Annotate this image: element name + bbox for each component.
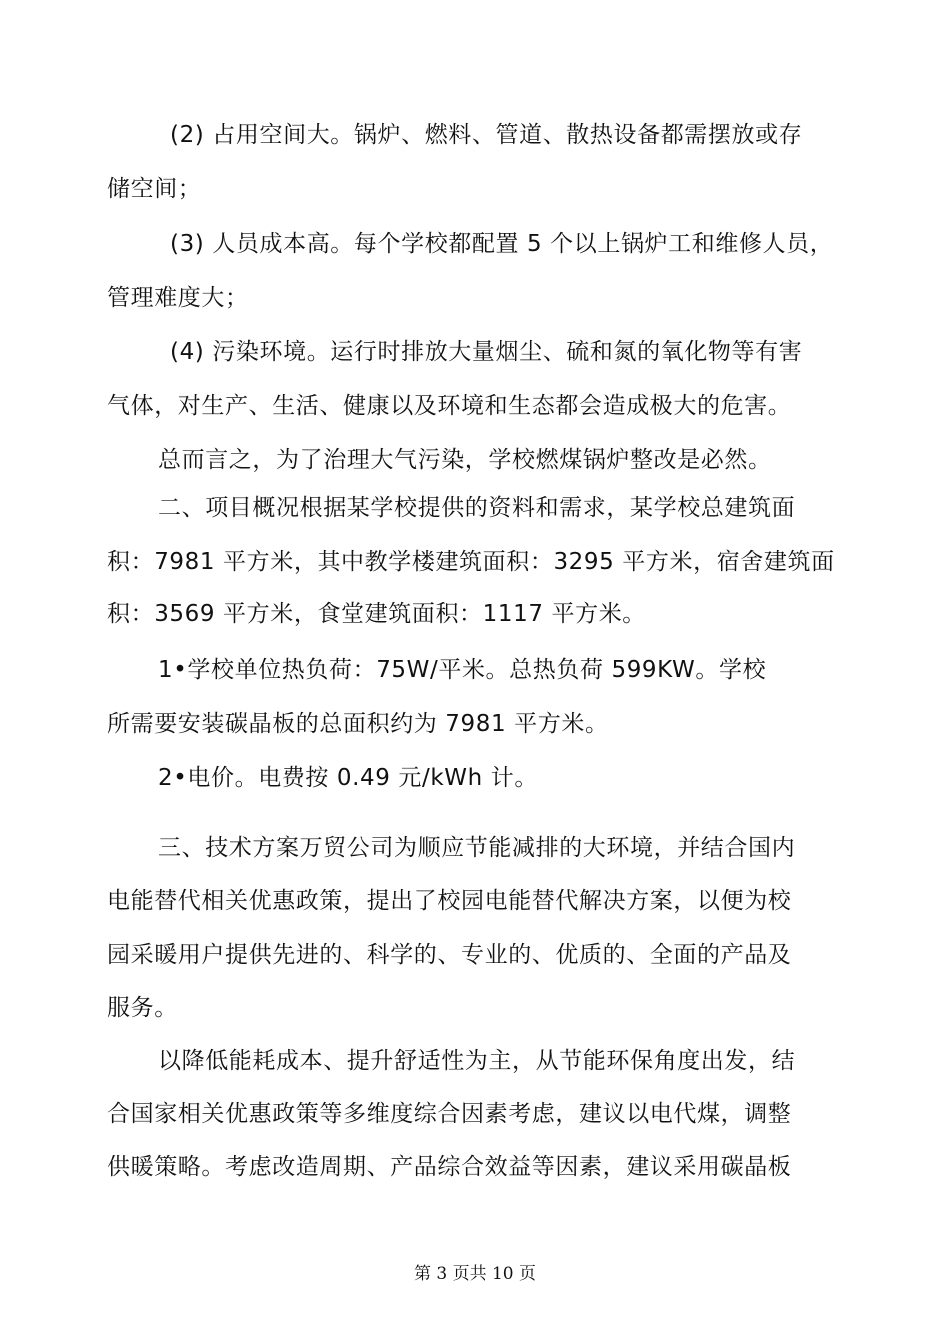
paragraph-6-line-2: 所需要安装碳晶板的总面积约为 7981 平方米。 (107, 711, 609, 737)
paragraph-2-line-1: (3) 人员成本高。每个学校都配置 5 个以上锅炉工和维修人员， (170, 231, 834, 257)
paragraph-4-line-1: 总而言之，为了治理大气污染，学校燃煤锅炉整改是必然。 (158, 447, 772, 473)
paragraph-3-line-1: (4) 污染环境。运行时排放大量烟尘、硫和氮的氧化物等有害 (170, 339, 803, 365)
paragraph-5-line-3: 积：3569 平方米，食堂建筑面积：1117 平方米。 (107, 601, 646, 627)
paragraph-9-line-2: 合国家相关优惠政策等多维度综合因素考虑，建议以电代煤，调整 (107, 1101, 792, 1127)
paragraph-7-line-1: 2•电价。电费按 0.49 元/kWh 计。 (158, 765, 538, 791)
paragraph-8-line-2: 电能替代相关优惠政策，提出了校园电能替代解决方案，以便为校 (107, 888, 792, 914)
paragraph-8-line-1: 三、技术方案万贸公司为顺应节能减排的大环境，并结合国内 (158, 835, 796, 861)
paragraph-9-line-1: 以降低能耗成本、提升舒适性为主，从节能环保角度出发，结 (158, 1048, 796, 1074)
paragraph-2-line-2: 管理难度大； (107, 285, 249, 311)
paragraph-5-line-2: 积：7981 平方米，其中教学楼建筑面积：3295 平方米，宿舍建筑面 (107, 549, 835, 575)
paragraph-9-line-3: 供暖策略。考虑改造周期、产品综合效益等因素，建议采用碳晶板 (107, 1154, 792, 1180)
paragraph-8-line-3: 园采暖用户提供先进的、科学的、专业的、优质的、全面的产品及 (107, 942, 792, 968)
paragraph-6-line-1: 1•学校单位热负荷：75W/平米。总热负荷 599KW。学校 (158, 657, 767, 683)
page-number-footer: 第 3 页共 10 页 (413, 1264, 537, 1284)
paragraph-5-line-1: 二、项目概况根据某学校提供的资料和需求，某学校总建筑面 (158, 495, 796, 521)
paragraph-1-line-2: 储空间； (107, 176, 202, 202)
paragraph-1-line-1: (2) 占用空间大。锅炉、燃料、管道、散热设备都需摆放或存 (170, 122, 803, 148)
paragraph-8-line-4: 服务。 (107, 995, 178, 1021)
paragraph-3-line-2: 气体，对生产、生活、健康以及环境和生态都会造成极大的危害。 (107, 393, 792, 419)
